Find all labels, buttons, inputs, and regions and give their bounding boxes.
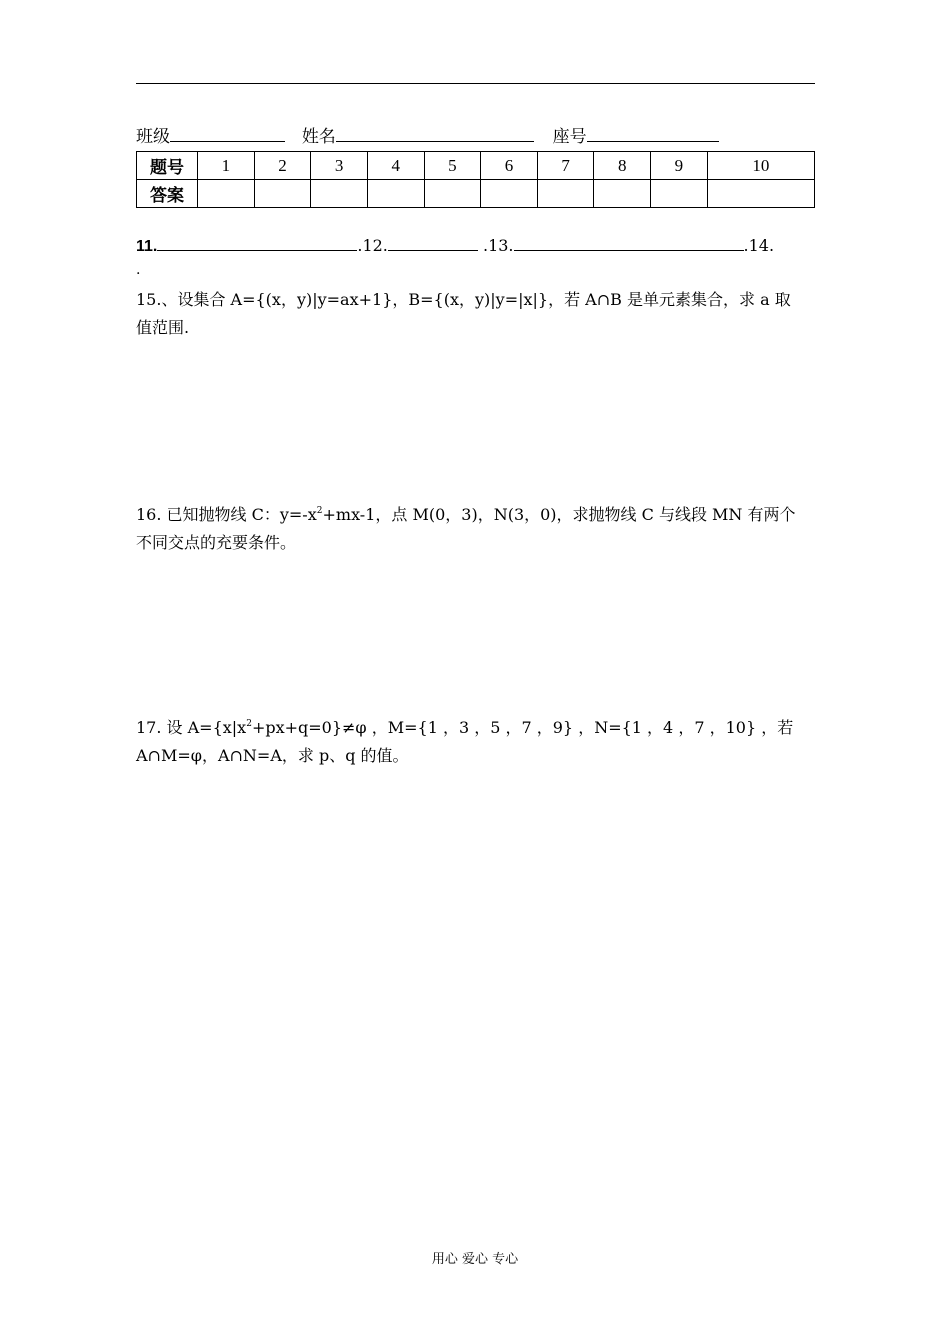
number-cell: 4 [367, 152, 424, 180]
q16-text-b: +mx-1，点 M(0，3)，N(3，0)，求抛物线 C 与线段 MN 有两个 [322, 505, 796, 524]
answer-cell[interactable] [311, 180, 368, 208]
trailing-dot: . [136, 262, 141, 278]
q14-number: .14. [743, 236, 775, 255]
number-cell: 9 [651, 152, 708, 180]
question-17 [136, 714, 815, 770]
row-label-answer: 答案 [137, 180, 198, 208]
fill-blank-line [136, 236, 815, 256]
answer-cell[interactable] [537, 180, 594, 208]
number-cell: 10 [707, 152, 814, 180]
q11-blank[interactable] [157, 236, 357, 251]
class-label: 班级 [136, 127, 170, 147]
question-16 [136, 501, 815, 557]
question-15 [136, 286, 815, 342]
q17-line1 [136, 714, 815, 742]
number-cell: 7 [537, 152, 594, 180]
q16-line2: 不同交点的充要条件。 [136, 533, 297, 552]
q16-line1 [136, 501, 815, 529]
q17-line2: A∩M=φ，A∩N=A，求 p、q 的值。 [136, 746, 409, 765]
q17-text-a: 17. 设 A={x|x [136, 718, 247, 737]
number-cell: 3 [311, 152, 368, 180]
number-cell: 6 [481, 152, 538, 180]
q16-text-a: 16. 已知抛物线 C：y=-x [136, 505, 317, 524]
top-rule [136, 83, 815, 84]
answer-cell[interactable] [254, 180, 311, 208]
row-label-number: 题号 [137, 152, 198, 180]
q12-number: .12. [357, 236, 388, 255]
q17-superscript: 2 [246, 719, 252, 729]
number-cell: 1 [198, 152, 255, 180]
answer-cell[interactable] [707, 180, 814, 208]
name-label: 姓名 [301, 127, 336, 147]
class-blank[interactable] [170, 125, 285, 142]
seat-label: 座号 [552, 127, 587, 147]
answer-cell[interactable] [481, 180, 538, 208]
number-cell: 8 [594, 152, 651, 180]
q13-number: .13. [477, 236, 514, 255]
number-row [137, 152, 815, 180]
name-blank[interactable] [336, 125, 534, 142]
q16-superscript: 2 [316, 506, 323, 516]
answer-row [137, 180, 815, 208]
page-footer: 用心 爱心 专心 [431, 1252, 519, 1267]
q12-blank[interactable] [388, 236, 478, 251]
number-cell: 5 [424, 152, 481, 180]
q15-line1: 15.、设集合 A={(x，y)|y=ax+1}，B={(x，y)|y=|x|}，若 A∩B 是单元素集合，求 a 取 [136, 290, 791, 309]
answer-cell[interactable] [594, 180, 651, 208]
answer-cell[interactable] [198, 180, 255, 208]
answer-cell[interactable] [424, 180, 481, 208]
answer-table [136, 151, 815, 208]
q17-text-b: +px+q=0}≠φ ，M={1 ，3 ，5 ，7 ，9} ，N={1 ，4 ，7 ，10} ，若 [251, 718, 794, 737]
q13-blank[interactable] [514, 236, 744, 251]
seat-blank[interactable] [587, 125, 719, 142]
answer-cell[interactable] [367, 180, 424, 208]
number-cell: 2 [254, 152, 311, 180]
answer-cell[interactable] [651, 180, 708, 208]
q15-line2: 值范围. [136, 318, 190, 337]
q11-number: 11. [136, 238, 158, 255]
student-info-line [136, 122, 719, 147]
